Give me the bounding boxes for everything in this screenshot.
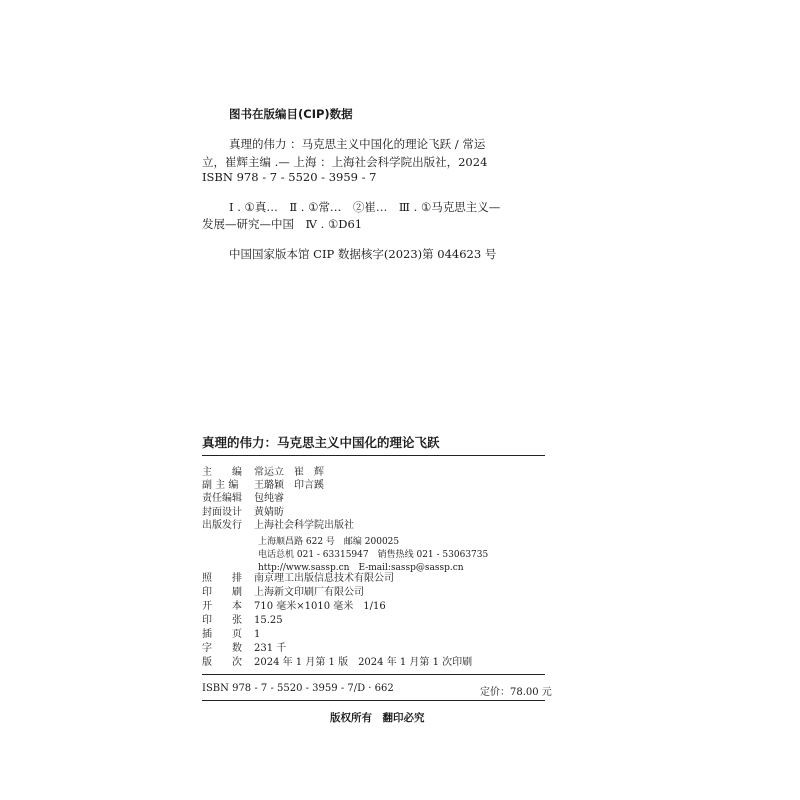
credit-resp-editor-label: 责任编辑	[202, 493, 242, 504]
credit-editor	[202, 466, 324, 479]
footer-rule-top	[202, 674, 545, 675]
credit-publisher-value: 上海社会科学院出版社	[254, 520, 354, 531]
cip-line-4: Ⅰ . ①真… Ⅱ . ①常… ②崔… Ⅲ . ①马克思主义—	[229, 200, 501, 214]
cip-number-line: 中国国家版本馆 CIP 数据核字(2023)第 044623 号	[229, 247, 497, 261]
credit-cover-label: 封面设计	[202, 507, 242, 518]
spec-value: 2024 年 1 月第 1 版 2024 年 1 月第 1 次印刷	[254, 657, 473, 668]
credit-editor-value: 常运立 崔 辉	[254, 467, 324, 478]
spec-value: 南京理工出版信息技术有限公司	[254, 573, 394, 584]
spec-row	[202, 586, 364, 599]
spec-value: 上海新文印刷厂有限公司	[254, 587, 364, 598]
price: 定价：78.00 元	[480, 687, 552, 698]
credit-deputy-value: 王璐颖 印言蹊	[254, 480, 324, 491]
spec-row	[202, 656, 472, 669]
spec-label: 照 排	[202, 573, 242, 584]
credit-deputy-label: 副 主 编	[202, 480, 239, 491]
spec-label: 印 刷	[202, 587, 242, 598]
credit-publisher	[202, 519, 354, 532]
isbn-line: ISBN 978 - 7 - 5520 - 3959 - 7/D · 662	[202, 683, 394, 694]
spec-value: 710 毫米×1010 毫米 1/16	[254, 601, 386, 612]
rights-notice: 版权所有 翻印必究	[330, 712, 425, 724]
spec-label: 字 数	[202, 643, 242, 654]
spec-row	[202, 614, 283, 627]
cip-heading: 图书在版编目(CIP)数据	[229, 107, 353, 121]
credit-publisher-label: 出版发行	[202, 520, 242, 531]
spec-value: 1	[254, 629, 261, 640]
spec-row	[202, 600, 386, 613]
credit-deputy	[202, 479, 324, 492]
spec-value: 231 千	[254, 643, 287, 654]
spec-label: 版 次	[202, 657, 242, 668]
spec-label: 开 本	[202, 601, 242, 612]
spec-label: 印 张	[202, 615, 242, 626]
cip-line-1: 真理的伟力 ：马克思主义中国化的理论飞跃 / 常运	[229, 137, 486, 151]
footer-rule-bottom	[202, 700, 545, 701]
credit-cover-value: 黄婧昉	[254, 507, 284, 518]
spec-value: 15.25	[254, 615, 283, 626]
publisher-phone: 电话总机 021 - 63315947 销售热线 021 - 53063735	[258, 550, 489, 560]
credit-resp-editor	[202, 492, 284, 505]
publisher-address: 上海顺昌路 622 号 邮编 200025	[258, 537, 400, 547]
cip-line-2: 立，崔辉主编 .— 上海 ：上海社会科学院出版社，2024	[202, 155, 488, 169]
book-title: 真理的伟力：马克思主义中国化的理论飞跃	[202, 435, 440, 450]
cip-line-3: ISBN 978 - 7 - 5520 - 3959 - 7	[202, 170, 377, 184]
credit-cover	[202, 506, 284, 519]
spec-label: 插 页	[202, 629, 242, 640]
title-rule	[202, 455, 545, 456]
publisher-web: http://www.sassp.cn E-mail:sassp@sassp.cn	[258, 563, 464, 573]
spec-row	[202, 642, 286, 655]
credit-editor-label: 主 编	[202, 467, 242, 478]
cip-line-5: 发展—研究—中国 Ⅳ . ①D61	[202, 217, 363, 231]
spec-row	[202, 628, 260, 641]
spec-row	[202, 572, 394, 585]
credit-resp-editor-value: 包纯睿	[254, 493, 284, 504]
